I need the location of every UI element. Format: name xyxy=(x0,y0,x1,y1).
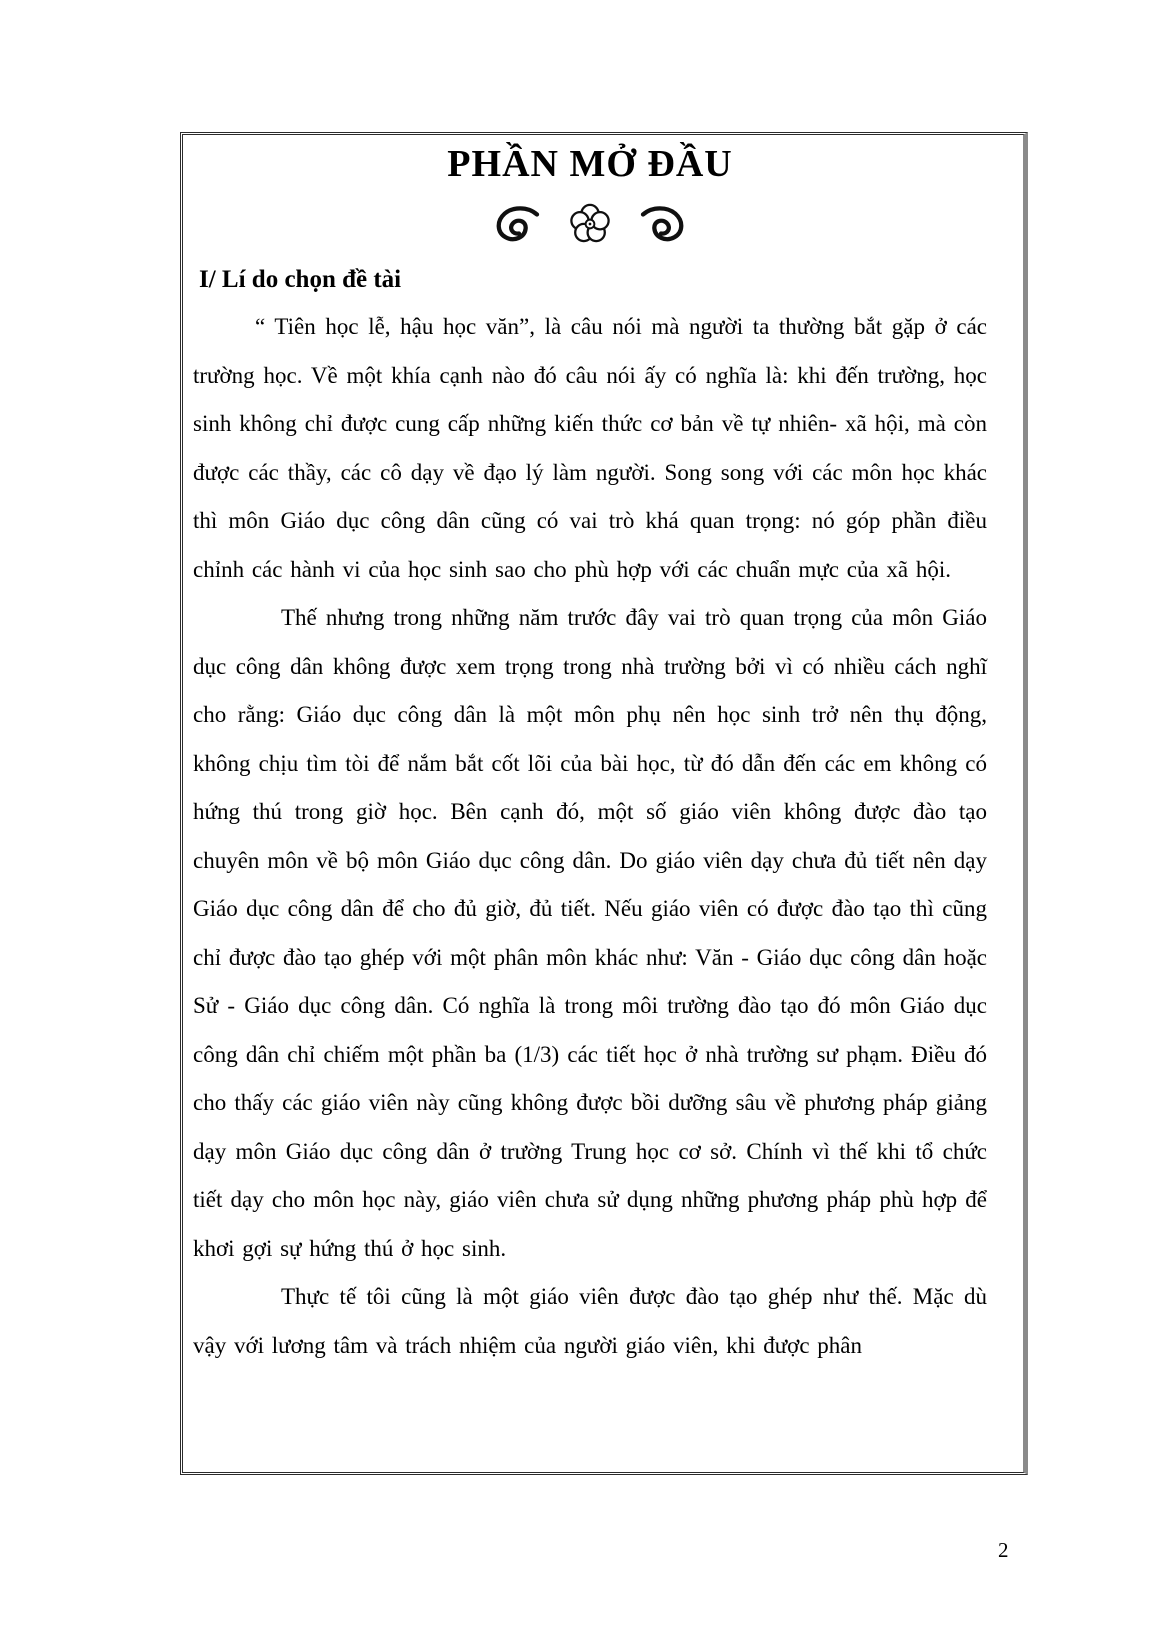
bordered-content-frame xyxy=(180,132,1028,1475)
swirl-flourish-left-icon xyxy=(493,205,543,243)
paragraph-1: “ Tiên học lễ, hậu học văn”, là câu nói mà người ta thường bắt gặp ở các trường học. Về một khía cạnh nào đó câu nói ấy có nghĩa là: khi đến trường, học sinh không chỉ được cung cấp những kiến thức cơ bản về tự nhiên- xã hội, mà còn được các thầy, các cô dạy về đạo lý làm người. Song song với các môn học khác thì môn Giáo dục công dân cũng có vai trò khá quan trọng: nó góp phần điều chỉnh các hành vi của học sinh sao cho phù hợp với các chuẩn mực của xã hội. xyxy=(193,314,987,582)
paragraph-3: Thực tế tôi cũng là một giáo viên được đào tạo ghép như thế. Mặc dù vậy với lương tâm và trách nhiệm của người giáo viên, khi được phân xyxy=(193,1284,987,1358)
section-heading: I/ Lí do chọn đề tài xyxy=(199,265,402,293)
page-number: 2 xyxy=(998,1538,1009,1562)
flower-ornament-icon xyxy=(569,203,611,245)
swirl-flourish-right-icon xyxy=(637,205,687,243)
document-title: PHẦN MỞ ĐẦU xyxy=(447,143,733,185)
ornament-divider xyxy=(193,200,987,248)
paragraph-2: Thế nhưng trong những năm trước đây vai trò quan trọng của môn Giáo dục công dân không được xem trọng trong nhà trường bởi vì có nhiều cách nghĩ cho rằng: Giáo dục công dân là một môn phụ nên học sinh trở nên thụ động, không chịu tìm tòi để nắm bắt cốt lõi của bài học, từ đó dẫn đến các em không có hứng thú trong giờ học. Bên cạnh đó, một số giáo viên không được đào tạo chuyên môn về bộ môn Giáo dục công dân. Do giáo viên dạy chưa đủ tiết nên dạy Giáo dục công dân để cho đủ giờ, đủ tiết. Nếu giáo viên có được đào tạo thì cũng chỉ được đào tạo ghép với một phân môn khác như: Văn - Giáo dục công dân hoặc Sử - Giáo dục công dân. Có nghĩa là trong môi trường đào tạo đó môn Giáo dục công dân chỉ chiếm một phần ba (1/3) các tiết học ở nhà trường sư phạm. Điều đó cho thấy các giáo viên này cũng không được bồi dưỡng sâu về phương pháp giảng dạy môn Giáo dục công dân ở trường Trung học cơ sở. Chính vì thế khi tổ chức tiết dạy cho môn học này, giáo viên chưa sử dụng những phương pháp phù hợp để khơi gợi sự hứng thú ở học sinh. xyxy=(193,605,987,1261)
